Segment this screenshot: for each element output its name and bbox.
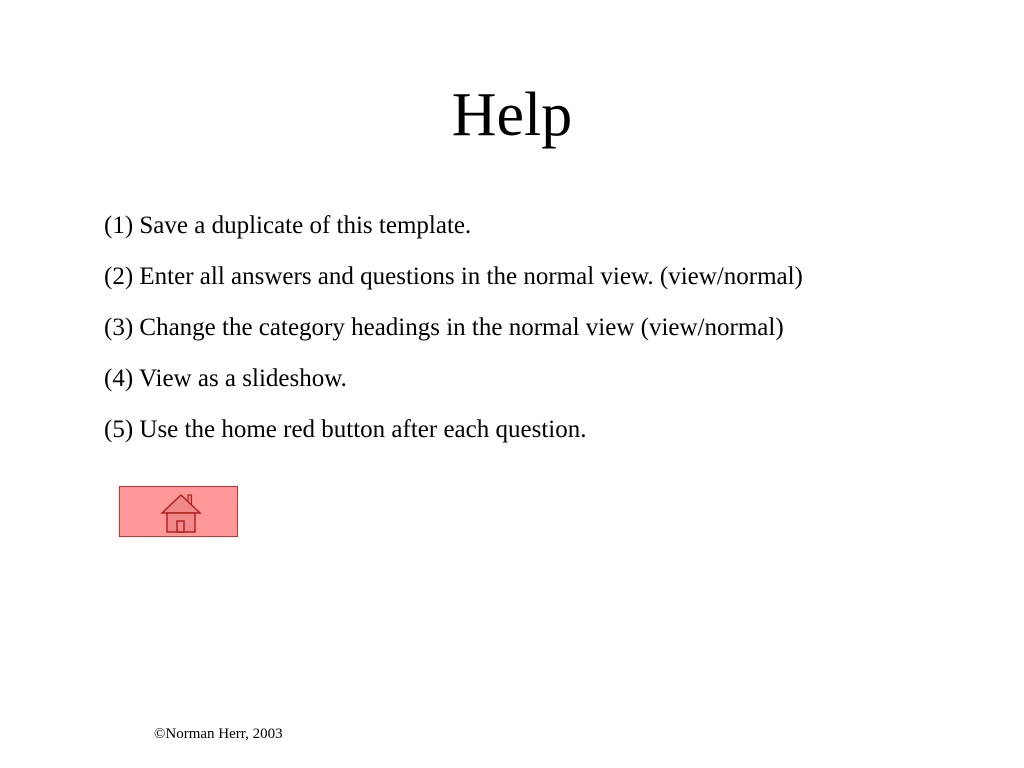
instruction-item: (3) Change the category headings in the normal view (view/normal) bbox=[104, 314, 784, 341]
instruction-item: (4) View as a slideshow. bbox=[104, 365, 347, 392]
copyright-footer: ©Norman Herr, 2003 bbox=[154, 726, 283, 742]
home-icon bbox=[160, 492, 202, 534]
instruction-item: (1) Save a duplicate of this template. bbox=[104, 212, 472, 239]
slide-title: Help bbox=[451, 81, 573, 149]
instruction-item: (2) Enter all answers and questions in the normal view. (view/normal) bbox=[104, 263, 803, 290]
home-button[interactable] bbox=[119, 486, 238, 537]
instruction-item: (5) Use the home red button after each question. bbox=[104, 416, 587, 443]
instructions-list bbox=[104, 200, 803, 455]
